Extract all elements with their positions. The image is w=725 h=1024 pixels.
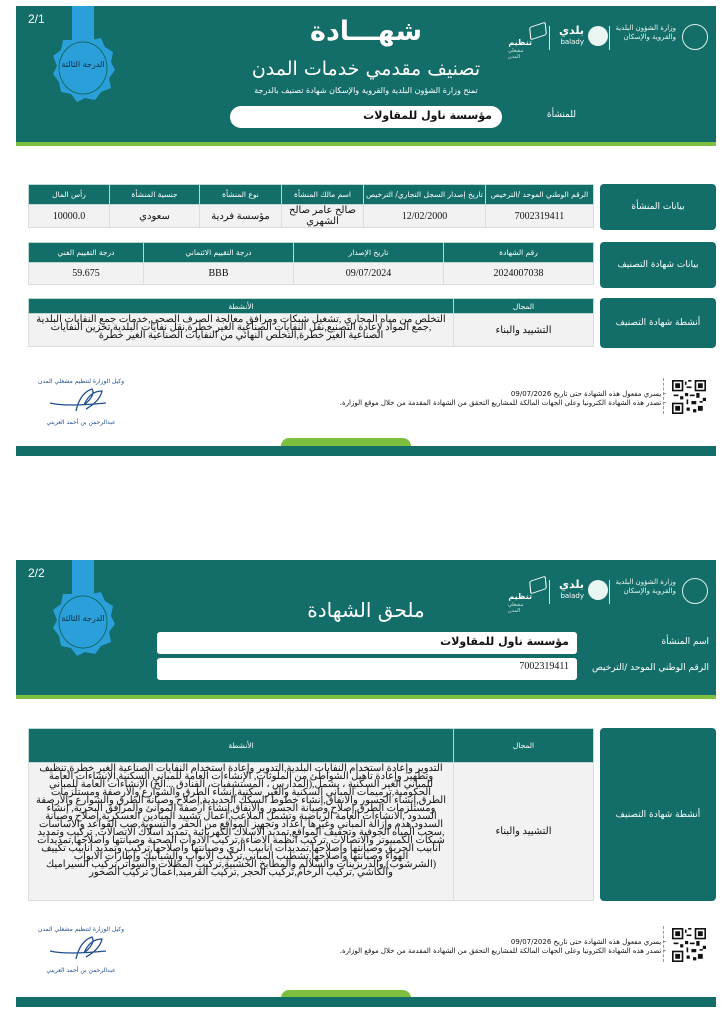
logo-divider — [609, 580, 610, 604]
ministry-logo: وزارة الشؤون البلدية والقروية والإسكان — [612, 20, 708, 56]
national-number-field: 7002319411 — [157, 658, 577, 680]
activity-list: التدوير وإعادة استخدام النفايات البلدية,التدوير وإعادة استخدام النفايات الصناعية الغير خطرة,تنظيف وتطهير وإعادة تأهيل الشواطئ من الملوثات, الإنشاءات العامة للمباني السكنية,الإنشاءات العامة للمباني الغير السكنية ، يشمل,(المدارس ، المستشفيات، الفنادق ...الخ) الإنشاءات العامة للمباني الحكومية,ترميمات المباني السكنية والغير سكنية,إنشاء الطرق والشوارع والأرصفة ومستلزمات الطرق,إنشاء الجسور والانفاق,إنشاء خطوط السكك الحديدية,إصلاح وصيانة الطرق والشوارع والأرصفة ومستلزمات الطرق,إصلاح وصيانة الجسور والأنفاق,إنشاء أرصفة الموانئ والمرافق البحرية, إنشاء السدود ,الانشاءات العامة الرياضية وتشمل الملاعب,أعمال تشييد الميادين العسكرية,إصلاح وصيانة السدود,هدم وإزالة المباني وغيرها ,اعداد وتجهيز المواقع من الحفر والتسوية,صب القواعد والاساسات ,سحب المياه الجوفية وتجفيف المواقع,تمديد الاسلاك الكهربائية ,تمديد اسلاك الاتصالات, تركيب وتمديد شبكات الكمبيوتر والاتصالات ,تركيب انظمة الاضاءة,تركيب الادوات الصحية وصيانتها واصلاحها,تمديدات انابيب الحريق وصيانتها واصلاحها,تمديدات انابيب الري وصيانتها واصلاحها,تركيب وتمديد انابيب تكييف الهواء وصيانتها واصلاحها,تشطيب المباني,تركيب الابواب والشبابيك وإطارات الابواب (الشرشوب),والدربزينات والسلالم والمطابخ الخشبية,تركيب المظلات والسواتر,تركيب السيراميك والكاشي ,تركيب الرخام,تركيب الحجر ,تركيب القرميد,أعمال تركيب الصخور — [29, 763, 454, 901]
page-number: 2/2 — [28, 566, 45, 580]
establishment-data-table — [28, 184, 594, 228]
national-number: 7002319411 — [486, 205, 594, 228]
signature-icon — [46, 933, 116, 963]
column-header: نوع المنشأة — [200, 185, 282, 205]
activity-field: التشييد والبناء — [454, 763, 594, 901]
classification-data-label: بيانات شهادة التصنيف — [600, 242, 716, 288]
banner-accent-line — [16, 695, 716, 699]
certificate-page-1 — [16, 6, 716, 456]
column-header: رأس المال — [29, 185, 110, 205]
ministry-emblem-icon — [682, 24, 708, 50]
activity-list: التخلص من مياه المجاري ,تشغيل شبكات ومرافق معالجة الصرف الصحي,خدمات جمع النفايات البلدية ,جمع المواد لإعادة التصنيع,نقل النفايات الصناعية الغير خطرة,نقل نفايات البلدية,تخزين النفايات الصناعية الغير خطرة,التخلص النهائي من النفايات الصناعية الغير خطرة — [29, 314, 454, 347]
bottom-accent-tab — [281, 438, 411, 446]
table-row — [29, 205, 594, 228]
bottom-bar — [16, 997, 716, 1007]
activity-field: التشييد والبناء — [454, 314, 594, 347]
table-header-row — [29, 729, 594, 763]
column-header: تاريخ الإصدار — [294, 243, 444, 263]
issue-date: 09/07/2024 — [294, 263, 444, 285]
certificate-page-2 — [16, 560, 716, 1010]
verification-note: - تصدر هذه الشهادة الكترونيا وعلى الجهات المالكة للمشاريع التحقق من الشهادة المقدمة من خلال موقع الوزارة. — [339, 947, 666, 955]
establishment-data-label: بيانات المنشأة — [600, 184, 716, 230]
grade-label: الدرجة الثالثة — [61, 60, 105, 69]
column-header: المجال — [454, 729, 594, 763]
certificate-subtitle: تصنيف مقدمي خدمات المدن — [251, 58, 481, 80]
column-header: اسم مالك المنشأة — [282, 185, 364, 205]
certificate-title: شهـــادة — [310, 16, 422, 47]
palm-icon — [588, 580, 608, 600]
header-banner — [16, 560, 716, 695]
validity-line: - يسري مفعول هذه الشهادة حتى تاريخ 09/07/2026 — [510, 390, 666, 398]
grade-label: الدرجة الثالثة — [61, 614, 105, 623]
signer-name: عبدالرحمن بن أحمد العريني — [46, 419, 116, 426]
certificate-description: تمنح وزارة الشؤون البلدية والقروية والإسكان شهادة تصنيف بالدرجة — [254, 86, 478, 95]
footer-notes — [316, 390, 666, 408]
logo-divider — [549, 580, 550, 604]
signer-name: عبدالرحمن بن أحمد العريني — [46, 967, 116, 974]
verification-note: - تصدر هذه الشهادة الكترونيا وعلى الجهات المالكة للمشاريع التحقق من الشهادة المقدمة من خلال موقع الوزارة. — [339, 399, 666, 407]
footer-notes — [316, 938, 666, 956]
owner-name: صالح عامر صالح الشهري — [282, 205, 364, 228]
grade-seal — [51, 586, 115, 658]
certificate-number: 2024007038 — [444, 263, 594, 285]
ministry-logo: وزارة الشؤون البلدية والقروية والإسكان — [612, 574, 708, 610]
column-header: رقم الشهادة — [444, 243, 594, 263]
establishment-label: للمنشأة — [546, 110, 576, 120]
establishment-nationality: سعودي — [110, 205, 200, 228]
column-header: الأنشطة — [29, 729, 454, 763]
activities-label: أنشطة شهادة التصنيف — [600, 298, 716, 348]
signer-title: وكيل الوزارة لتنظيم مشغلي المدن — [37, 926, 125, 933]
qr-code-icon — [672, 928, 706, 962]
establishment-name-label: اسم المنشأة — [661, 637, 709, 647]
balady-logo: بلدي balady — [552, 24, 608, 54]
qr-code-icon — [672, 380, 706, 414]
table-row — [29, 763, 594, 901]
header-logos — [508, 574, 708, 614]
table-row — [29, 263, 594, 285]
national-number-label: الرقم الوطني الموحد /الترخيص — [592, 663, 709, 673]
column-header: درجة التقييم الائتماني — [144, 243, 294, 263]
header-logos — [508, 20, 708, 60]
registration-date: 12/02/2000 — [364, 205, 486, 228]
tanzeem-logo: تنظيم مشغلي المدن — [508, 578, 548, 608]
column-header: تاريخ إصدار السجل التجاري/ الترخيص — [364, 185, 486, 205]
balady-logo: بلدي balady — [552, 578, 608, 608]
activities-table — [28, 728, 594, 901]
signer-title: وكيل الوزارة لتنظيم مشغلي المدن — [37, 378, 125, 385]
grade-seal — [51, 32, 115, 104]
table-header-row — [29, 185, 594, 205]
signature-block — [36, 926, 126, 982]
bottom-bar — [16, 446, 716, 456]
page-number: 2/1 — [28, 12, 45, 26]
activities-table — [28, 298, 594, 347]
ministry-emblem-icon — [682, 578, 708, 604]
activities-label: أنشطة شهادة التصنيف — [600, 728, 716, 901]
table-header-row — [29, 243, 594, 263]
logo-divider — [609, 26, 610, 50]
signature-block — [36, 378, 126, 434]
signature-icon — [46, 385, 116, 415]
logo-divider — [549, 26, 550, 50]
column-header: الرقم الوطني الموحد /الترخيص — [486, 185, 594, 205]
establishment-type: مؤسسة فردية — [200, 205, 282, 228]
column-header: جنسية المنشأة — [110, 185, 200, 205]
tanzeem-logo: تنظيم مشغلي المدن — [508, 24, 548, 54]
technical-rating: 59.675 — [29, 263, 144, 285]
credit-rating: BBB — [144, 263, 294, 285]
establishment-name-field: مؤسسة ناول للمقاولات — [157, 632, 577, 654]
column-header: درجة التقييم الفني — [29, 243, 144, 263]
annex-title: ملحق الشهادة — [307, 598, 425, 622]
column-header: الأنشطة — [29, 299, 454, 314]
validity-date: 09/07/2026 — [510, 390, 552, 398]
establishment-name-field: مؤسسة ناول للمقاولات — [230, 106, 502, 128]
capital: 10000.0 — [29, 205, 110, 228]
header-banner — [16, 6, 716, 142]
banner-accent-line — [16, 142, 716, 146]
palm-icon — [588, 26, 608, 46]
validity-date: 09/07/2026 — [510, 938, 552, 946]
column-header: المجال — [454, 299, 594, 314]
classification-data-table — [28, 242, 594, 285]
table-row — [29, 314, 594, 347]
table-header-row — [29, 299, 594, 314]
validity-line: - يسري مفعول هذه الشهادة حتى تاريخ 09/07/2026 — [510, 938, 666, 946]
